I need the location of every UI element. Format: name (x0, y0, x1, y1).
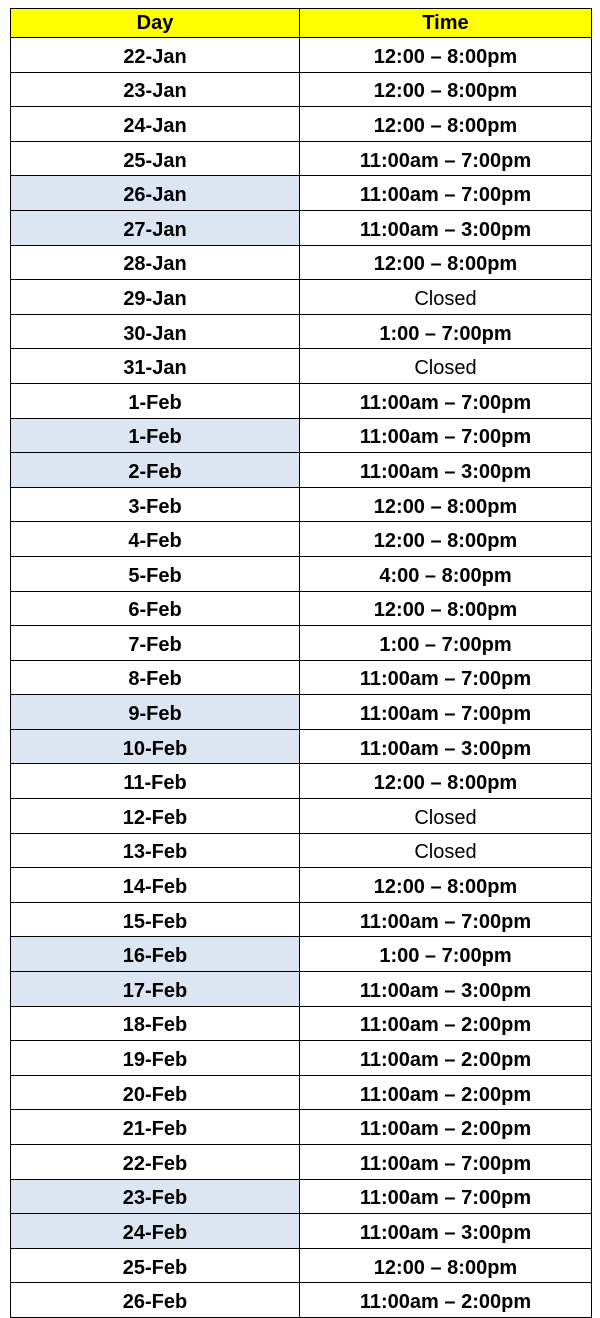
table-row (11, 314, 592, 349)
table-row (11, 799, 592, 834)
table-row (11, 349, 592, 384)
time-cell: 11:00am – 3:00pm (300, 210, 592, 245)
time-cell: 11:00am – 2:00pm (300, 1075, 592, 1110)
day-cell: 1-Feb (11, 383, 300, 418)
time-cell: 12:00 – 8:00pm (300, 72, 592, 107)
day-cell: 27-Jan (11, 210, 300, 245)
day-cell: 15-Feb (11, 902, 300, 937)
schedule-body (11, 38, 592, 1318)
table-row (11, 487, 592, 522)
table-row (11, 556, 592, 591)
table-row (11, 141, 592, 176)
table-row (11, 1248, 592, 1283)
table-row (11, 210, 592, 245)
time-cell: 11:00am – 7:00pm (300, 695, 592, 730)
day-cell: 1-Feb (11, 418, 300, 453)
time-cell: 1:00 – 7:00pm (300, 314, 592, 349)
table-row (11, 868, 592, 903)
day-cell: 3-Feb (11, 487, 300, 522)
time-cell: Closed (300, 349, 592, 384)
time-cell: 11:00am – 2:00pm (300, 1283, 592, 1318)
day-cell: 29-Jan (11, 280, 300, 315)
day-cell: 12-Feb (11, 799, 300, 834)
day-cell: 4-Feb (11, 522, 300, 557)
table-row (11, 383, 592, 418)
time-cell: 11:00am – 3:00pm (300, 972, 592, 1007)
time-cell: 12:00 – 8:00pm (300, 1248, 592, 1283)
day-cell: 10-Feb (11, 729, 300, 764)
time-cell: 12:00 – 8:00pm (300, 591, 592, 626)
table-row (11, 937, 592, 972)
table-row (11, 245, 592, 280)
time-cell: 12:00 – 8:00pm (300, 38, 592, 73)
time-cell: 11:00am – 7:00pm (300, 902, 592, 937)
time-cell: 1:00 – 7:00pm (300, 626, 592, 661)
day-cell: 11-Feb (11, 764, 300, 799)
time-cell: Closed (300, 280, 592, 315)
schedule-header (11, 9, 592, 38)
time-cell: 12:00 – 8:00pm (300, 764, 592, 799)
day-cell: 22-Feb (11, 1145, 300, 1180)
time-cell: 11:00am – 7:00pm (300, 141, 592, 176)
table-row (11, 107, 592, 142)
time-cell: 12:00 – 8:00pm (300, 868, 592, 903)
time-cell: 11:00am – 2:00pm (300, 1110, 592, 1145)
day-cell: 23-Feb (11, 1179, 300, 1214)
table-row (11, 660, 592, 695)
time-cell: 11:00am – 7:00pm (300, 1179, 592, 1214)
time-cell: 11:00am – 2:00pm (300, 1041, 592, 1076)
day-cell: 18-Feb (11, 1006, 300, 1041)
day-cell: 8-Feb (11, 660, 300, 695)
table-row (11, 902, 592, 937)
table-row (11, 695, 592, 730)
table-row (11, 522, 592, 557)
time-cell: 11:00am – 3:00pm (300, 1214, 592, 1249)
day-cell: 14-Feb (11, 868, 300, 903)
table-row (11, 1041, 592, 1076)
day-cell: 2-Feb (11, 453, 300, 488)
time-cell: 11:00am – 3:00pm (300, 729, 592, 764)
day-cell: 5-Feb (11, 556, 300, 591)
day-cell: 23-Jan (11, 72, 300, 107)
day-cell: 25-Feb (11, 1248, 300, 1283)
day-cell: 30-Jan (11, 314, 300, 349)
table-row (11, 1179, 592, 1214)
time-cell: 12:00 – 8:00pm (300, 245, 592, 280)
day-cell: 17-Feb (11, 972, 300, 1007)
day-cell: 28-Jan (11, 245, 300, 280)
day-column-header: Day (11, 9, 300, 38)
day-cell: 21-Feb (11, 1110, 300, 1145)
table-row (11, 418, 592, 453)
table-row (11, 38, 592, 73)
table-row (11, 1110, 592, 1145)
day-cell: 26-Feb (11, 1283, 300, 1318)
time-cell: Closed (300, 799, 592, 834)
time-cell: 12:00 – 8:00pm (300, 487, 592, 522)
day-cell: 6-Feb (11, 591, 300, 626)
day-cell: 7-Feb (11, 626, 300, 661)
time-cell: 11:00am – 3:00pm (300, 453, 592, 488)
day-cell: 20-Feb (11, 1075, 300, 1110)
time-cell: 11:00am – 7:00pm (300, 176, 592, 211)
day-cell: 16-Feb (11, 937, 300, 972)
table-row (11, 176, 592, 211)
header-row (11, 9, 592, 38)
time-cell: 11:00am – 2:00pm (300, 1006, 592, 1041)
day-cell: 24-Jan (11, 107, 300, 142)
day-cell: 13-Feb (11, 833, 300, 868)
table-row (11, 626, 592, 661)
table-row (11, 972, 592, 1007)
day-cell: 26-Jan (11, 176, 300, 211)
time-cell: 11:00am – 7:00pm (300, 418, 592, 453)
time-cell: 11:00am – 7:00pm (300, 1145, 592, 1180)
time-cell: 4:00 – 8:00pm (300, 556, 592, 591)
time-cell: Closed (300, 833, 592, 868)
day-cell: 25-Jan (11, 141, 300, 176)
time-cell: 12:00 – 8:00pm (300, 522, 592, 557)
table-row (11, 764, 592, 799)
table-row (11, 453, 592, 488)
table-row (11, 833, 592, 868)
table-row (11, 729, 592, 764)
table-row (11, 1006, 592, 1041)
day-cell: 9-Feb (11, 695, 300, 730)
table-row (11, 280, 592, 315)
time-cell: 11:00am – 7:00pm (300, 383, 592, 418)
day-cell: 19-Feb (11, 1041, 300, 1076)
day-cell: 24-Feb (11, 1214, 300, 1249)
time-cell: 1:00 – 7:00pm (300, 937, 592, 972)
time-column-header: Time (300, 9, 592, 38)
table-row (11, 1283, 592, 1318)
table-row (11, 1145, 592, 1180)
table-row (11, 1214, 592, 1249)
schedule-table (10, 8, 592, 1318)
table-row (11, 72, 592, 107)
table-row (11, 1075, 592, 1110)
day-cell: 31-Jan (11, 349, 300, 384)
time-cell: 11:00am – 7:00pm (300, 660, 592, 695)
table-row (11, 591, 592, 626)
day-cell: 22-Jan (11, 38, 300, 73)
time-cell: 12:00 – 8:00pm (300, 107, 592, 142)
